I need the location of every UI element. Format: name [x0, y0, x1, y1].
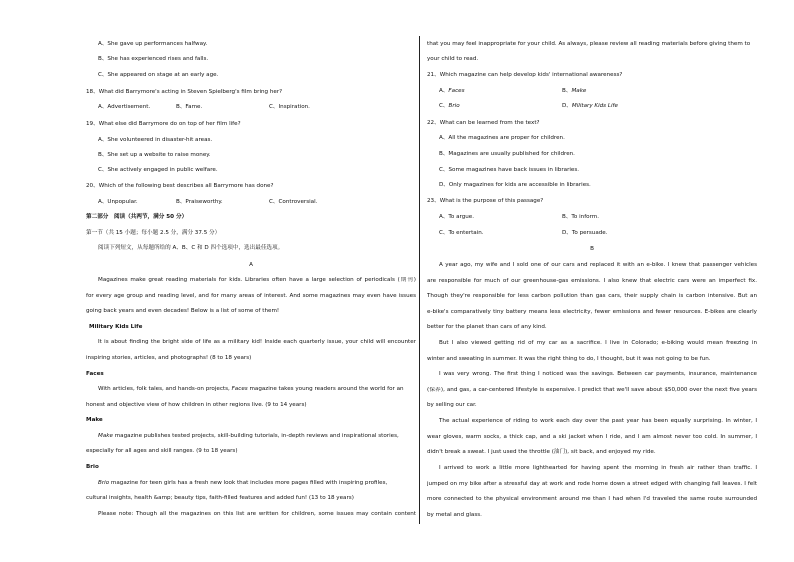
faces-line-1 [98, 386, 404, 393]
q21-option-a-text: Faces [448, 88, 465, 94]
passage-b-line-3: Though they're responsible for less carbon pollution than gas cars, their supply chain is carbon intensive. But an [427, 293, 757, 299]
q21-option-b-text: Make [571, 88, 587, 94]
passage-b-line-12: wear gloves, warm socks, a thick cap, and a ski jacket when I ride, and I am almost never too cold. In summer, I [427, 434, 757, 440]
q19-option-c: C、She actively engaged in public welfare. [98, 167, 218, 173]
q21-option-a [439, 88, 465, 95]
passage-b-line-8: I was very wrong. The first thing I noticed was the savings. Between car payments, insurance, maintenance [439, 371, 757, 377]
q18-stem: 18、What did Barrymore's acting in Steven Spielberg's film bring her? [86, 89, 283, 95]
q19-option-b: B、She set up a website to raise money. [98, 152, 211, 158]
passage-b-line-16: more connected to the physical environment around me than I had when I'd traveled the same route surrounded [427, 496, 757, 502]
q18-option-b: B、Fame. [176, 104, 203, 110]
passage-b-line-15: jumped on my bike after a stressful day at work and rode home down a street edged with changing fall leaves. I felt [427, 481, 757, 487]
brio-name: Brio [98, 480, 110, 486]
brio-line-1 [98, 480, 387, 487]
q19-stem: 19、What else did Barrymore do on top of her film life? [86, 121, 241, 127]
q23-option-c: C、To entertain. [439, 230, 484, 236]
passage-b-line-2: are responsible for much of our greenhouse-gas emissions. I also knew that electric cars were an imperfect fix. [427, 278, 757, 284]
magazine-title-military-kids-life: Military Kids Life [89, 324, 143, 330]
passage-b-line-6: But I also viewed getting rid of my car as a sacrifice. I live in Colorado; e-biking would mean freezing in [439, 340, 757, 346]
q21-option-c-letter: C、 [439, 103, 449, 109]
passage-b-line-1: A year ago, my wife and I sold one of our cars and replaced it with an e-bike. I knew that passenger vehicles [439, 262, 757, 268]
q18-option-c: C、Inspiration. [269, 104, 310, 110]
brio-line-2: cultural insights, health &amp; beauty tips, faith-filled features and added fun! (13 to 18 years) [86, 495, 354, 501]
passage-b-line-7: winter and sweating in summer. It was the right thing to do, I thought, but it was not going to be fun. [427, 356, 711, 362]
note-line: Please note: Though all the magazines on this list are written for children, some issues may contain content [98, 511, 416, 517]
q17-option-a: A、She gave up performances halfway. [98, 41, 208, 47]
q22-option-b: B、Magazines are usually published for children. [439, 151, 575, 157]
passage-b-line-5: better for the planet than cars of any kind. [427, 324, 547, 330]
q22-option-c: C、Some magazines have back issues in libraries. [439, 167, 580, 173]
faces-line-2: honest and objective view of how children in other regions live. (9 to 14 years) [86, 402, 307, 408]
make-name: Make [98, 433, 113, 439]
q20-option-c: C、Controversial. [269, 199, 318, 205]
q23-option-d: D、To persuade. [562, 230, 608, 236]
q22-stem: 22、What can be learned from the text? [427, 120, 540, 126]
q21-option-b [562, 88, 586, 95]
make-line-1-post: magazine publishes tested projects, skill-building tutorials, in-depth reviews and inspirational stories, [112, 433, 399, 439]
passage-b-line-9: (保养), and gas, a car-centered lifestyle is expensive. I predict that we'll save about $50,000 over the next five years [427, 387, 757, 393]
q18-option-a: A、Advertisement. [98, 104, 151, 110]
q20-option-a: A、Unpopular. [98, 199, 138, 205]
note-continued-line-1: that you may feel inappropriate for your child. As always, please review all reading materials before giving them to [427, 41, 751, 47]
magazine-title-brio: Brio [86, 464, 99, 470]
passage-a-line-1: Magazines make great reading materials for kids. Libraries often have a large selection of periodicals (期刊) [98, 277, 416, 283]
make-line-2: especially for all ages and skill ranges. (9 to 18 years) [86, 448, 238, 454]
magazine-title-faces: Faces [86, 371, 104, 377]
column-divider [419, 36, 420, 524]
faces-line-1-pre: With articles, folk tales, and hands-on projects, [98, 386, 232, 392]
q20-option-b: B、Praiseworthy. [176, 199, 223, 205]
passage-b-line-11: The actual experience of riding to work each day over the past year has been equally surprising. In winter, I [439, 418, 757, 424]
q23-stem: 23、What is the purpose of this passage? [427, 198, 544, 204]
q21-option-a-letter: A、 [439, 88, 449, 94]
passage-a-line-3: going back years and even decades! Below is a list of some of them! [86, 308, 280, 314]
brio-line-1-post: magazine for teen girls has a fresh new look that includes more pages filled with inspiring profiles, [109, 480, 388, 486]
q21-option-d [562, 103, 618, 110]
q21-option-c-text: Brio [448, 103, 460, 109]
magazine-title-make: Make [86, 417, 103, 423]
passage-b-label: B [590, 246, 594, 252]
q21-option-d-letter: D、 [562, 103, 572, 109]
faces-name: Faces [231, 386, 248, 392]
passage-b-line-14: I arrived to work a little more lighthearted for having spent the morning in fresh air rather than traffic. I [439, 465, 757, 471]
q21-stem: 21、Which magazine can help develop kids' international awareness? [427, 72, 623, 78]
q23-option-a: A、To argue. [439, 214, 475, 220]
q17-option-b: B、She has experienced rises and falls. [98, 56, 209, 62]
q21-option-c [439, 103, 460, 110]
passage-b-line-17: by metal and glass. [427, 512, 482, 518]
faces-line-1-post: magazine takes young readers around the world for an [247, 386, 404, 392]
military-kids-life-line-2: inspiring stories, articles, and photographs! (8 to 18 years) [86, 355, 252, 361]
passage-b-line-4: e-bike's comparatively tiny battery means less electricity, fewer emissions and fewer resources. E-bikes are clearly [427, 309, 757, 315]
part2-heading: 第二部分 阅读（共两节，满分 50 分） [86, 214, 188, 220]
q19-option-a: A、She volunteered in disaster-hit areas. [98, 137, 213, 143]
q22-option-d: D、Only magazines for kids are accessible in libraries. [439, 182, 591, 188]
military-kids-life-line-1: It is about finding the bright side of life as a military kid! Inside each quarterly issue, your child will encounter [98, 339, 416, 345]
section1-heading: 第一节（共 15 小题；每小题 2.5 分，满分 37.5 分） [86, 230, 221, 236]
q22-option-a: A、All the magazines are proper for children. [439, 135, 565, 141]
q20-stem: 20、Which of the following best describes all Barrymore has done? [86, 183, 274, 189]
note-continued-line-2: your child to read. [427, 56, 479, 62]
make-line-1 [98, 433, 399, 440]
passage-a-label: A [249, 262, 253, 268]
passage-a-line-2: for every age group and reading level, and for many areas of interest. And some magazines may even have issues [86, 293, 416, 299]
passage-b-line-13: didn't break a sweat. I just used the throttle (油门), sit back, and enjoyed my ride. [427, 449, 656, 455]
q17-option-c: C、She appeared on stage at an early age. [98, 72, 219, 78]
q21-option-d-text: Military Kids Life [571, 103, 618, 109]
passage-b-line-10: by selling our car. [427, 402, 477, 408]
reading-instructions: 阅读下列短文，从每题所给的 A、B、C 和 D 四个选项中，选出最佳选项。 [98, 245, 284, 251]
q21-option-b-letter: B、 [562, 88, 572, 94]
q23-option-b: B、To inform. [562, 214, 600, 220]
